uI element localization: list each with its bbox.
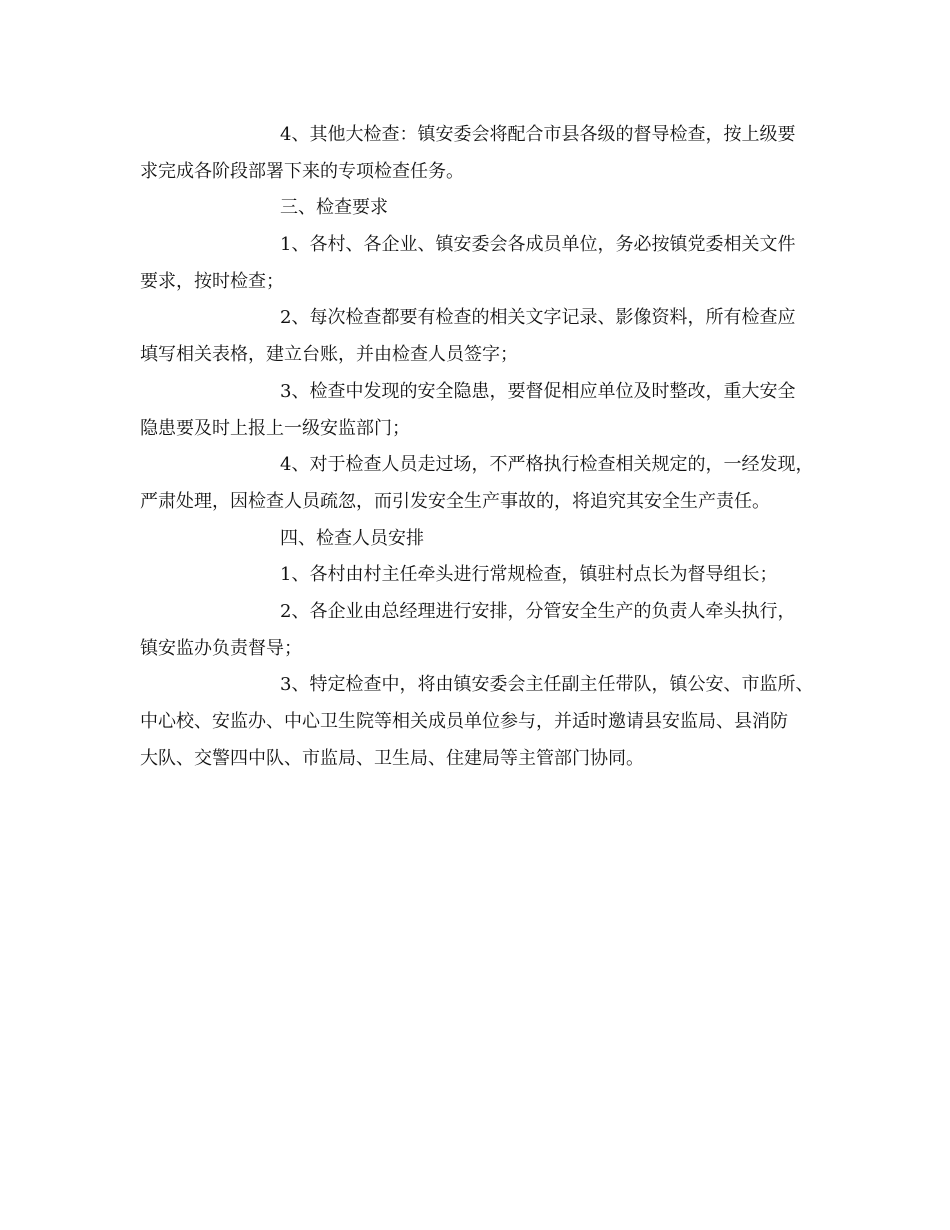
paragraph-line: 4、其他大检查：镇安委会将配合市县各级的督导检查，按上级要 bbox=[280, 124, 796, 145]
paragraph-line: 填写相关表格，建立台账，并由检查人员签字； bbox=[140, 344, 518, 366]
paragraph-line: 大队、交警四中队、市监局、卫生局、住建局等主管部门协同。 bbox=[140, 747, 644, 769]
paragraph-line: 2、各企业由总经理进行安排，分管安全生产的负责人牵头执行， bbox=[280, 600, 796, 622]
section-heading: 四、检查人员安排 bbox=[280, 527, 424, 549]
paragraph-line: 严肃处理，因检查人员疏忽，而引发安全生产事故的，将追究其安全生产责任。 bbox=[140, 490, 770, 512]
paragraph-line: 3、检查中发现的安全隐患，要督促相应单位及时整改，重大安全 bbox=[280, 380, 796, 402]
paragraph-line: 2、每次检查都要有检查的相关文字记录、影像资料，所有检查应 bbox=[280, 307, 796, 329]
document-body bbox=[140, 117, 822, 777]
paragraph-line: 隐患要及时上报上一级安监部门； bbox=[140, 417, 410, 439]
paragraph-line: 要求，按时检查； bbox=[140, 270, 284, 292]
paragraph-line: 镇安监办负责督导； bbox=[140, 637, 302, 659]
paragraph-line: 3、特定检查中，将由镇安委会主任副主任带队，镇公安、市监所、 bbox=[280, 674, 814, 696]
paragraph-line: 求完成各阶段部署下来的专项检查任务。 bbox=[140, 160, 464, 182]
paragraph-line: 1、各村由村主任牵头进行常规检查，镇驻村点长为督导组长； bbox=[280, 564, 778, 586]
paragraph-line: 1、各村、各企业、镇安委会各成员单位，务必按镇党委相关文件 bbox=[280, 234, 796, 256]
section-heading: 三、检查要求 bbox=[280, 197, 388, 219]
paragraph-line: 中心校、安监办、中心卫生院等相关成员单位参与，并适时邀请县安监局、县消防 bbox=[140, 711, 788, 732]
paragraph-line: 4、对于检查人员走过场，不严格执行检查相关规定的，一经发现， bbox=[280, 454, 814, 476]
